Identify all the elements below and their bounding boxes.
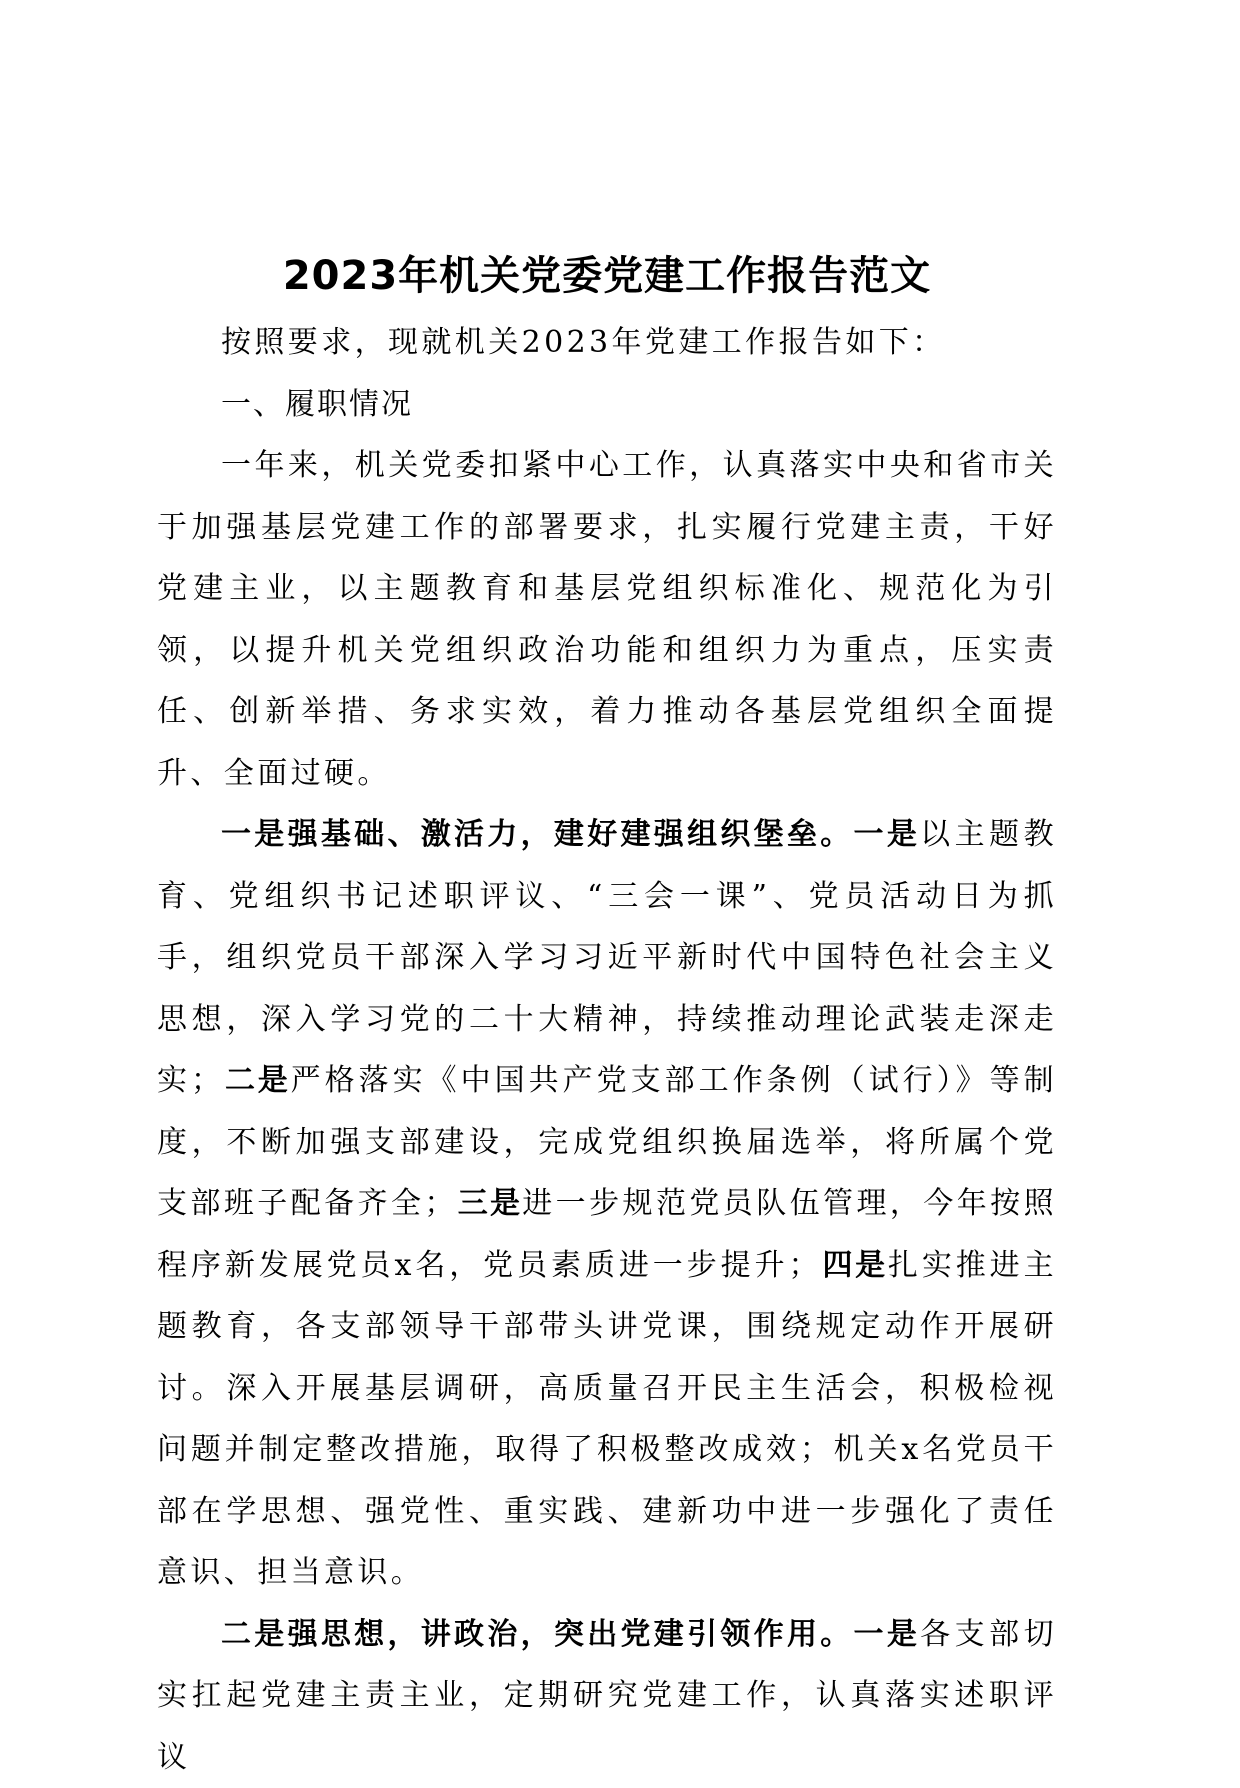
item-marker: 四是 xyxy=(822,1248,888,1283)
item-marker: 三是 xyxy=(458,1186,522,1221)
intro-paragraph: 按照要求，现就机关2023年党建工作报告如下： xyxy=(157,312,1057,374)
item-marker: 一是 xyxy=(854,1617,921,1652)
section-paragraph-foundation xyxy=(157,804,1057,1604)
item-text: 扎实推进主题教育，各支部领导干部带头讲党课，围绕规定动作开展研讨。深入开展基层调研，高质量召开民主生活会，积极检视问题并制定整改措施，取得了积极整改成效；机关x名党员干部在学思想、强党性、重实践、建新功中进一步强化了责任意识、担当意识。 xyxy=(157,1248,1057,1591)
section-paragraph-ideology xyxy=(157,1604,1057,1788)
item-text: 各支部切实扛起党建主责主业，定期研究党建工作，认真落实述职评议 xyxy=(157,1617,1057,1775)
paragraph-lead: 一是强基础、激活力，建好建强组织堡垒。 xyxy=(221,817,854,852)
item-marker: 二是 xyxy=(224,1063,290,1098)
section-paragraph-overview: 一年来，机关党委扣紧中心工作，认真落实中央和省市关于加强基层党建工作的部署要求，扎实履行党建主责，干好党建主业，以主题教育和基层党组织标准化、规范化为引领，以提升机关党组织政治功能和组织力为重点，压实责任、创新举措、务求实效，着力推动各基层党组织全面提升、全面过硬。 xyxy=(157,435,1057,804)
section-heading: 一、履职情况 xyxy=(157,374,1057,436)
document-body xyxy=(157,250,1057,1788)
item-text: 进一步规范党员队伍管理，今年按照程序新发展党员x名，党员素质进一步提升； xyxy=(157,1186,1057,1283)
paragraph-lead: 二是强思想，讲政治，突出党建引领作用。 xyxy=(221,1617,854,1652)
item-text: 以主题教育、党组织书记述职评议、“三会一课”、党员活动日为抓手，组织党员干部深入学习习近平新时代中国特色社会主义思想，深入学习党的二十大精神，持续推动理论武装走深走实； xyxy=(157,817,1057,1098)
item-text: 严格落实《中国共产党支部工作条例（试行）》等制度，不断加强支部建设，完成党组织换届选举，将所属个党支部班子配备齐全； xyxy=(157,1063,1057,1221)
document-title: 2023年机关党委党建工作报告范文 xyxy=(157,250,1057,312)
item-marker: 一是 xyxy=(854,817,921,852)
